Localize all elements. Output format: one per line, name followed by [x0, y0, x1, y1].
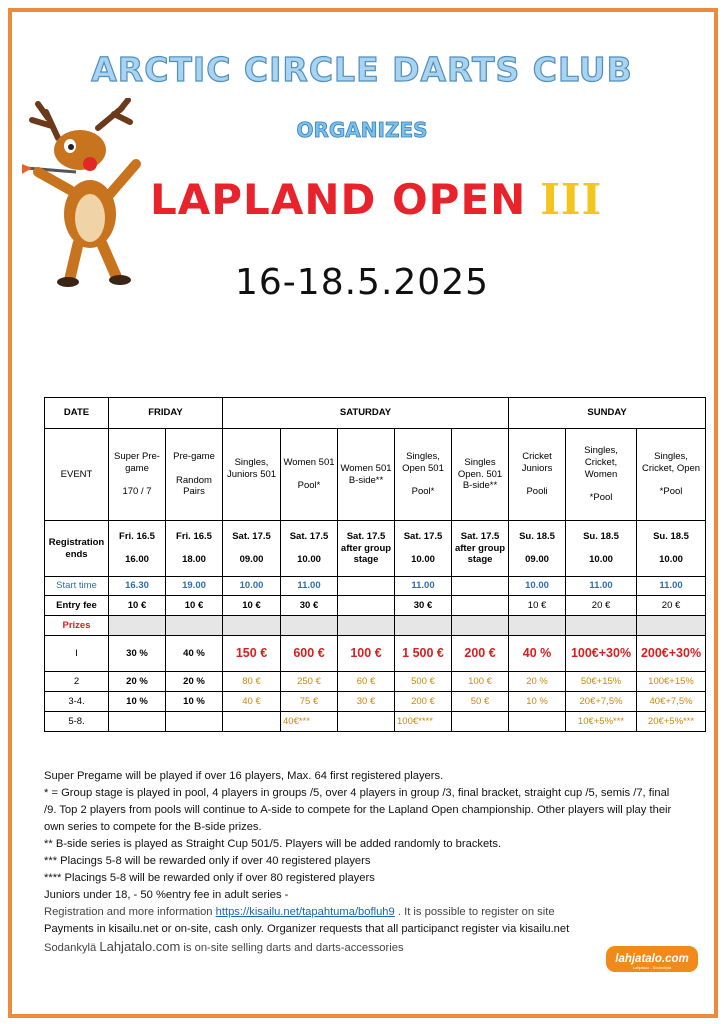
entry-fee-row — [45, 596, 706, 616]
registration-cell: Sat. 17.5 09.00 — [223, 521, 281, 577]
prize-cell — [109, 712, 166, 732]
organizes-label: ORGANIZES — [296, 118, 428, 142]
prizes-header: Prizes — [45, 616, 109, 636]
prize-cell: 20€+5%*** — [637, 712, 706, 732]
event-cell: Singles Open. 501 B-side** — [452, 429, 509, 521]
entry-fee-cell: 10 € — [223, 596, 281, 616]
prize-cell: 40€+7,5% — [637, 692, 706, 712]
prize-cell: 40 % — [166, 636, 223, 672]
prize-place: 2 — [45, 672, 109, 692]
prize-cell: 50€+15% — [566, 672, 637, 692]
registration-cell: Fri. 16.5 16.00 — [109, 521, 166, 577]
prize-cell: 30 % — [109, 636, 166, 672]
prize-row-4 — [45, 712, 706, 732]
event-title — [150, 175, 602, 224]
prize-cell — [509, 712, 566, 732]
note-40-players: *** Placings 5-8 will be rewarded only if over 40 registered players — [44, 855, 371, 867]
prize-cell: 40 % — [509, 636, 566, 672]
event-cell: Singles, Cricket, Open *Pool — [637, 429, 706, 521]
note-payments: Payments in kisailu.net or on-site, cash only. Organizer requests that all participanct register via kisailu.net — [44, 923, 570, 935]
prize-cell: 100€+30% — [566, 636, 637, 672]
day-row — [45, 398, 706, 429]
schedule-table — [44, 397, 706, 732]
prize-row-2 — [45, 672, 706, 692]
entry-fee-cell: 20 € — [566, 596, 637, 616]
note-super-pregame: Super Pregame will be played if over 16 players, Max. 64 first registered players. — [44, 770, 444, 782]
prize-cell: 100 € — [338, 636, 395, 672]
start-time-cell: 16.30 — [109, 577, 166, 596]
registration-cell: Su. 18.5 10.00 — [637, 521, 706, 577]
entry-fee-header: Entry fee — [45, 596, 109, 616]
entry-fee-cell: 10 € — [109, 596, 166, 616]
prize-cell: 200€+30% — [637, 636, 706, 672]
prize-cell: 500 € — [395, 672, 452, 692]
prize-cell: 75 € — [281, 692, 338, 712]
entry-fee-cell: 10 € — [166, 596, 223, 616]
note-registration: Registration and more information https://kisailu.net/tapahtuma/bofluh9 . It is possible to register on site — [44, 906, 555, 918]
start-time-cell: 11.00 — [566, 577, 637, 596]
prize-cell: 200 € — [452, 636, 509, 672]
event-row — [45, 429, 706, 521]
entry-fee-cell — [452, 596, 509, 616]
prize-cell: 20 % — [166, 672, 223, 692]
prize-cell: 30 € — [338, 692, 395, 712]
registration-cell: Su. 18.5 10.00 — [566, 521, 637, 577]
prize-place: I — [45, 636, 109, 672]
prize-cell: 100€+15% — [637, 672, 706, 692]
registration-cell: Sat. 17.5 after group stage — [338, 521, 395, 577]
prize-cell: 60 € — [338, 672, 395, 692]
prize-cell: 10 % — [109, 692, 166, 712]
registration-link[interactable]: https://kisailu.net/tapahtuma/bofluh9 — [215, 906, 395, 918]
prize-cell — [166, 712, 223, 732]
logo-tagline: Lahjatalo - Sodankylä — [632, 965, 672, 970]
event-dates: 16-18.5.2025 — [234, 262, 489, 303]
start-time-cell: 11.00 — [281, 577, 338, 596]
registration-cell: Sat. 17.5 10.00 — [281, 521, 338, 577]
prize-cell: 40€*** — [281, 712, 338, 732]
prize-row-3 — [45, 692, 706, 712]
prize-cell: 10 % — [166, 692, 223, 712]
event-header: EVENT — [45, 429, 109, 521]
prize-row-1 — [45, 636, 706, 672]
registration-cell: Su. 18.5 09.00 — [509, 521, 566, 577]
prize-cell: 250 € — [281, 672, 338, 692]
start-time-cell: 19.00 — [166, 577, 223, 596]
event-cell: Women 501 Pool* — [281, 429, 338, 521]
registration-row — [45, 521, 706, 577]
prize-cell — [223, 712, 281, 732]
note-80-players: **** Placings 5-8 will be rewarded only if over 80 registered players — [44, 872, 375, 884]
registration-cell: Sat. 17.5 10.00 — [395, 521, 452, 577]
note-juniors: Juniors under 18, - 50 %entry fee in adult series - — [44, 889, 289, 901]
lahjatalo-logo — [606, 946, 698, 972]
event-cell: Super Pre-game 170 / 7 — [109, 429, 166, 521]
entry-fee-cell — [338, 596, 395, 616]
event-cell: Women 501 B-side** — [338, 429, 395, 521]
start-time-cell: 11.00 — [395, 577, 452, 596]
event-cell: Singles, Cricket, Women *Pool — [566, 429, 637, 521]
prize-cell: 80 € — [223, 672, 281, 692]
entry-fee-cell: 10 € — [509, 596, 566, 616]
event-cell: Cricket Juniors Pooli — [509, 429, 566, 521]
logo-text: lahjatalo.com — [615, 953, 689, 965]
start-time-cell: 10.00 — [509, 577, 566, 596]
start-time-row — [45, 577, 706, 596]
seller-brand: Lahjatalo.com — [99, 939, 181, 954]
prize-cell: 150 € — [223, 636, 281, 672]
club-title: ARCTIC CIRCLE DARTS CLUB — [91, 50, 633, 89]
prize-cell: 50 € — [452, 692, 509, 712]
registration-cell: Fri. 16.5 18.00 — [166, 521, 223, 577]
start-time-cell: 10.00 — [223, 577, 281, 596]
prize-cell: 20 % — [509, 672, 566, 692]
registration-cell: Sat. 17.5 after group stage — [452, 521, 509, 577]
event-cell: Singles, Open 501 Pool* — [395, 429, 452, 521]
event-cell: Pre-game Random Pairs — [166, 429, 223, 521]
friday-header: FRIDAY — [109, 398, 223, 429]
notes-section — [44, 768, 684, 957]
prize-cell: 40 € — [223, 692, 281, 712]
prize-cell: 600 € — [281, 636, 338, 672]
prize-cell — [452, 712, 509, 732]
registration-header: Registration ends — [45, 521, 109, 577]
prize-cell: 20 % — [109, 672, 166, 692]
entry-fee-cell: 30 € — [395, 596, 452, 616]
start-time-header: Start time — [45, 577, 109, 596]
prize-cell: 100€**** — [395, 712, 452, 732]
entry-fee-cell: 20 € — [637, 596, 706, 616]
start-time-cell — [338, 577, 395, 596]
note-b-side: ** B-side series is played as Straight Cup 501/5. Players will be added randomly to brackets. — [44, 838, 502, 850]
prizes-header-row — [45, 616, 706, 636]
entry-fee-cell: 30 € — [281, 596, 338, 616]
prize-cell: 1 500 € — [395, 636, 452, 672]
event-cell: Singles, Juniors 501 — [223, 429, 281, 521]
prize-cell: 100 € — [452, 672, 509, 692]
saturday-header: SATURDAY — [223, 398, 509, 429]
date-header: DATE — [45, 398, 109, 429]
event-number: III — [540, 175, 603, 224]
prize-cell: 200 € — [395, 692, 452, 712]
prize-place: 3-4. — [45, 692, 109, 712]
prize-cell: 10€+5%*** — [566, 712, 637, 732]
prize-cell: 20€+7,5% — [566, 692, 637, 712]
note-group-stage: * = Group stage is played in pool, 4 players in groups /5, over 4 players in group /3, final bracket, straight cup /5, semis /7, final /9. Top 2 players from pools will continue to A-side to compete for the Lapland Open championship. Other players will play their own series to compete for the B-side prizes. — [44, 787, 672, 833]
prize-cell: 10 % — [509, 692, 566, 712]
start-time-cell — [452, 577, 509, 596]
event-name: LAPLAND OPEN — [150, 175, 527, 224]
start-time-cell: 11.00 — [637, 577, 706, 596]
note-seller: Sodankylä Lahjatalo.com is on-site selling darts and darts-accessories — [44, 939, 404, 954]
prize-cell — [338, 712, 395, 732]
sunday-header: SUNDAY — [509, 398, 706, 429]
prize-place: 5-8. — [45, 712, 109, 732]
